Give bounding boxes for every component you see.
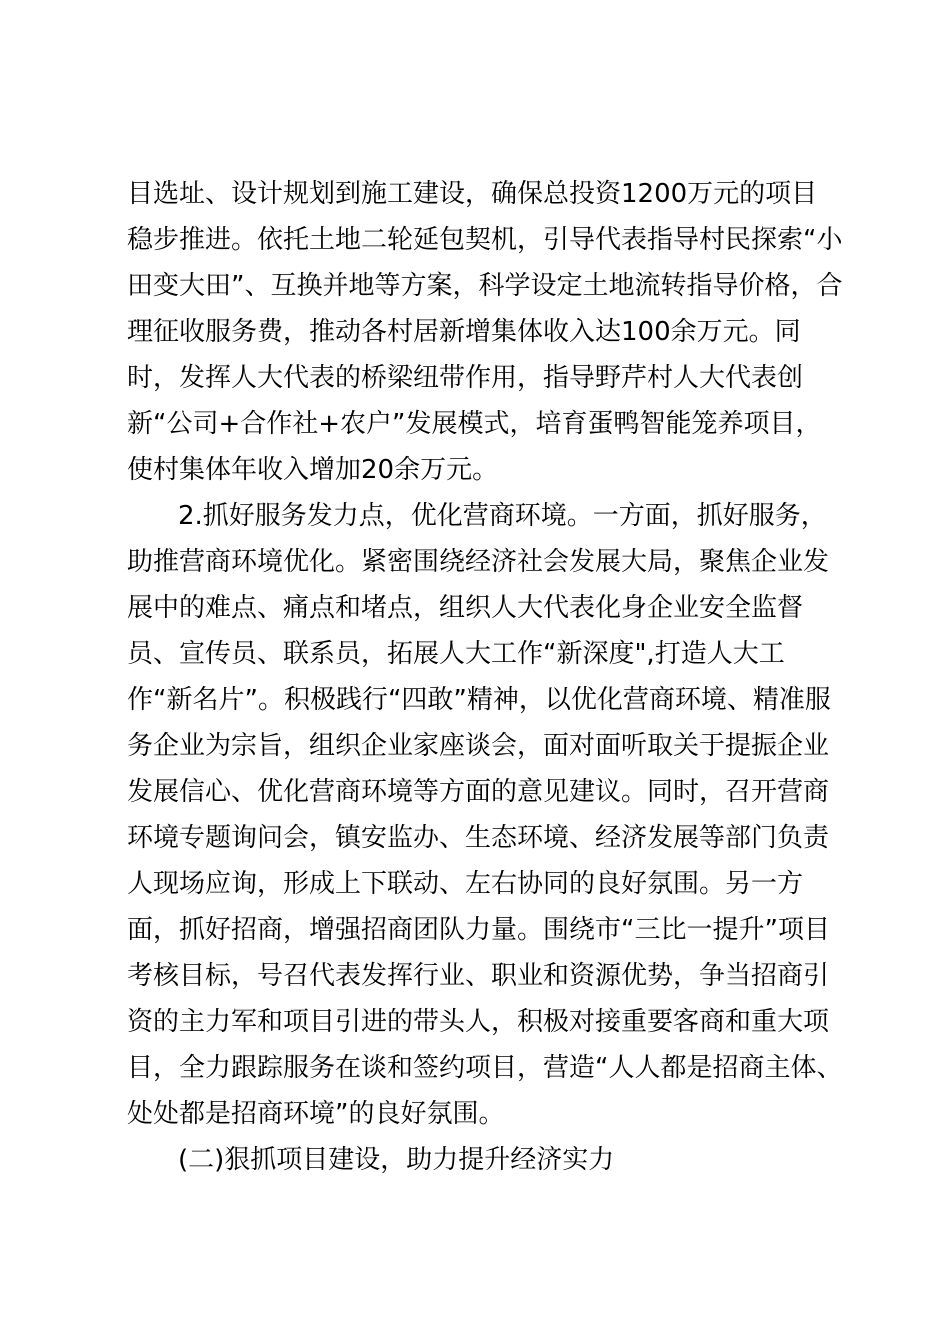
paragraph-line: 作“新名片”。积极践行“四敢”精神，以优化营商环境、精准服 (127, 685, 831, 715)
paragraph-line: 使村集体年收入增加20余万元。 (127, 455, 499, 485)
paragraph-line: 发展信心、优化营商环境等方面的意见建议。同时，召开营商 (127, 777, 830, 807)
paragraph-line: 环境专题询问会，镇安监办、生态环境、经济发展等部门负责 (127, 823, 830, 853)
paragraph-line: 目，全力跟踪服务在谈和签约项目，营造“人人都是招商主体、 (127, 1053, 843, 1083)
section-heading-line: 2.抓好服务发力点，优化营商环境。一方面，抓好服务， (178, 501, 827, 531)
paragraph-line: 助推营商环境优化。紧密围绕经济社会发展大局，聚焦企业发 (127, 547, 830, 577)
paragraph-line: 处处都是招商环境”的良好氛围。 (127, 1099, 505, 1129)
paragraph-line: 理征收服务费，推动各村居新增集体收入达100余万元。同 (127, 317, 801, 347)
paragraph-line: 新“公司+合作社+农户”发展模式，培育蛋鸭智能笼养项目， (127, 409, 822, 439)
paragraph-line: 人现场应询，形成上下联动、左右协同的良好氛围。另一方 (127, 869, 804, 899)
paragraph-line: 田变大田”、互换并地等方案，科学设定土地流转指导价格，合 (127, 271, 843, 301)
paragraph-line: 考核目标，号召代表发挥行业、职业和资源优势，争当招商引 (127, 961, 830, 991)
paragraph-line: 面，抓好招商，增强招商团队力量。围绕市“三比一提升”项目 (127, 915, 830, 945)
paragraph-line: 时，发挥人大代表的桥梁纽带作用，指导野芹村人大代表创 (127, 363, 804, 393)
paragraph-line: 资的主力军和项目引进的带头人，积极对接重要客商和重大项 (127, 1007, 830, 1037)
paragraph-line: 展中的难点、痛点和堵点，组织人大代表化身企业安全监督 (127, 593, 804, 623)
section-heading: (二)狠抓项目建设，助力提升经济实力 (178, 1145, 615, 1175)
paragraph-line: 员、宣传员、联系员，拓展人大工作“新深度",打造人大工 (127, 639, 785, 669)
paragraph-line: 目选址、设计规划到施工建设，确保总投资1200万元的项目 (127, 179, 818, 209)
paragraph-line: 稳步推进。依托土地二轮延包契机，引导代表指导村民探索“小 (127, 225, 843, 255)
paragraph-line: 务企业为宗旨，组织企业家座谈会，面对面听取关于提振企业 (127, 731, 830, 761)
